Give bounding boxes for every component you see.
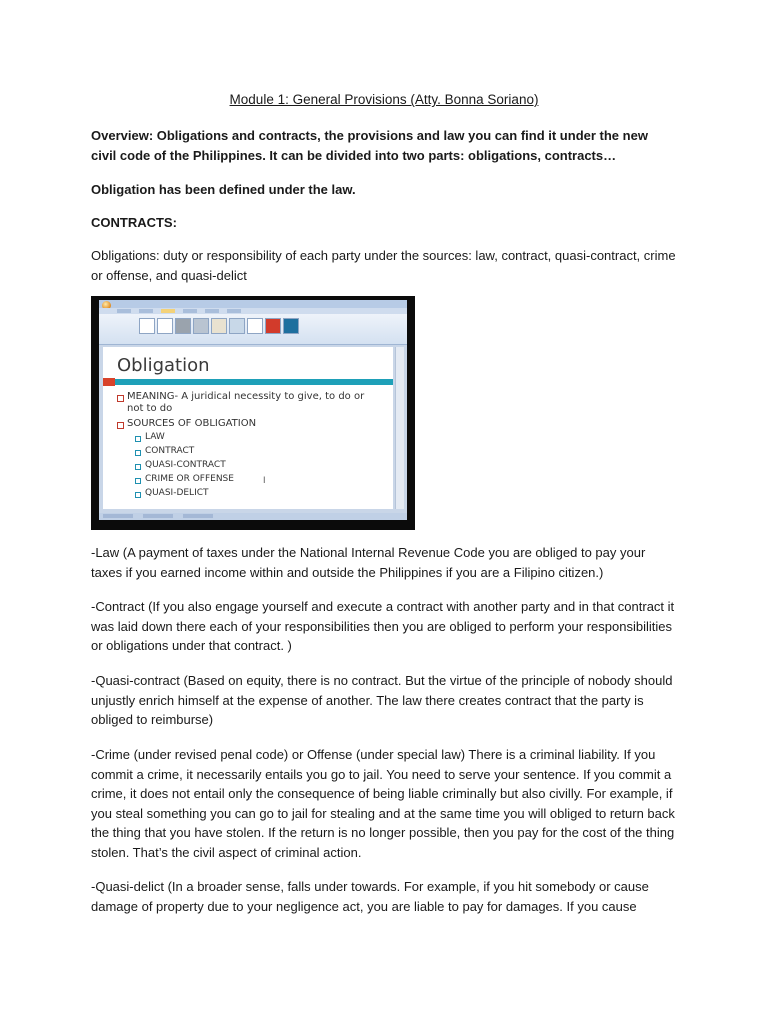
- ppt-titlebar: [99, 300, 407, 308]
- status-segment: [143, 514, 173, 518]
- square-bullet-icon: [135, 436, 141, 442]
- slide-source-item: QUASI-DELICT: [145, 488, 209, 498]
- slide-title-rule: [103, 379, 393, 385]
- theme-thumbnail: [175, 318, 191, 334]
- ppt-tab: [139, 309, 153, 313]
- theme-thumbnail: [265, 318, 281, 334]
- square-bullet-icon: [135, 450, 141, 456]
- text-cursor-icon: I: [263, 475, 266, 485]
- status-segment: [183, 514, 213, 518]
- law-paragraph: -Law (A payment of taxes under the National Internal Revenue Code you are obliged to pay your taxes if you earned income within and outside the Philippines if you are a Filipino citizen.): [91, 545, 646, 580]
- ppt-workspace: [99, 345, 407, 513]
- slide-source-item: CRIME OR OFFENSE: [145, 474, 234, 484]
- theme-thumbnail: [211, 318, 227, 334]
- ppt-tab: [205, 309, 219, 313]
- theme-thumbnail: [229, 318, 245, 334]
- ppt-tab-active: [161, 309, 175, 313]
- embedded-slide-screenshot: [91, 296, 415, 530]
- square-bullet-icon: [117, 395, 124, 402]
- slide-source-item: CONTRACT: [145, 446, 195, 456]
- theme-thumbnail: [193, 318, 209, 334]
- slide-title: Obligation: [117, 355, 210, 376]
- obligation-defined-paragraph: Obligation has been defined under the law.: [91, 182, 356, 197]
- document-title: Module 1: General Provisions (Atty. Bonna Soriano): [229, 92, 539, 107]
- ppt-tab: [183, 309, 197, 313]
- slide-meaning: MEANING- A juridical necessity to give, to do or not to do: [127, 391, 365, 414]
- quasi-delict-paragraph: -Quasi-delict (In a broader sense, falls under towards. For example, if you hit somebody or cause damage of property due to your negligence act, you are liable to pay for damages. If you cause: [91, 879, 649, 914]
- square-bullet-icon: [135, 478, 141, 484]
- ppt-status-bar: [99, 513, 407, 520]
- overview-paragraph: Overview: Obligations and contracts, the provisions and law you can find it under the new civil code of the Philippines. It can be divided into two parts: obligations, contracts…: [91, 128, 648, 163]
- theme-thumbnail: [139, 318, 155, 334]
- crime-paragraph: -Crime (under revised penal code) or Offense (under special law) There is a criminal liability. If you commit a crime, it necessarily entails you go to jail. You need to serve your sentence. If you commit a crime, it does not entail only the consequence of being liable criminally but also civilly. For example, if you steal something you can go to jail for stealing and at the same time you will obliged to return back the thing that you have stolen. If the return is no longer possible, then you pay for the cost of the thing stolen. That’s the civil aspect of criminal action.: [91, 747, 675, 860]
- square-bullet-icon: [135, 464, 141, 470]
- slide-sources-heading: SOURCES OF OBLIGATION: [127, 418, 257, 429]
- status-segment: [103, 514, 133, 518]
- contract-paragraph: -Contract (If you also engage yourself and execute a contract with another party and in that contract it was laid down there each of your responsibilities then you are obliged to perform your responsibilities or obligations under that contract. ): [91, 599, 675, 653]
- theme-thumbnail: [247, 318, 263, 334]
- slide-source-item: LAW: [145, 432, 165, 442]
- contracts-heading: CONTRACTS:: [91, 215, 177, 230]
- slide-source-item: QUASI-CONTRACT: [145, 460, 226, 470]
- theme-thumbnail: [157, 318, 173, 334]
- square-bullet-icon: [135, 492, 141, 498]
- ppt-tab: [227, 309, 241, 313]
- obligations-definition-paragraph: Obligations: duty or responsibility of each party under the sources: law, contract, quasi-contract, crime or offense, and quasi-delict: [91, 248, 676, 283]
- theme-thumbnail: [283, 318, 299, 334]
- slide-title-accent: [103, 378, 115, 386]
- powerpoint-window: [99, 300, 407, 520]
- quasi-contract-paragraph: -Quasi-contract (Based on equity, there is no contract. But the virtue of the principle of nobody should unjustly enrich himself at the expense of another. The law there creates contract that the party is obliged to reimburse): [91, 673, 673, 727]
- slide-scrollbar[interactable]: [395, 347, 404, 509]
- ppt-tab: [117, 309, 131, 313]
- square-bullet-icon: [117, 422, 124, 429]
- slide-canvas: [103, 347, 393, 509]
